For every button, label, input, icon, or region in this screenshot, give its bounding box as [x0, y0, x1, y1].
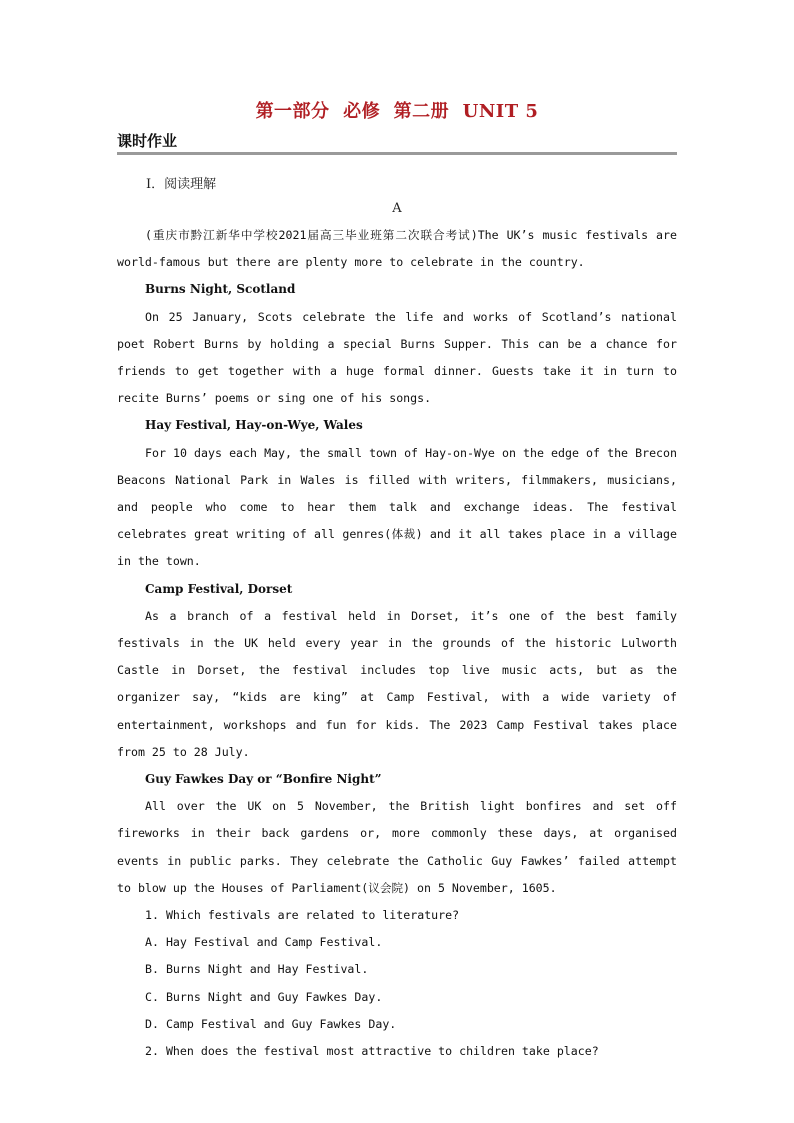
header-divider — [117, 152, 677, 155]
answer-option-a: A. Hay Festival and Camp Festival. — [145, 935, 383, 950]
passage-letter: A — [392, 201, 402, 216]
question-stem: 1. Which festivals are related to literature? — [145, 908, 460, 923]
section-title-burns-night: Burns Night, Scotland — [145, 282, 296, 297]
section-title-guy-fawkes: Guy Fawkes Day or “Bonfire Night” — [145, 772, 382, 787]
passage-intro: (重庆市黔江新华中学校2021届高三毕业班第二次联合考试)The UK’s music festivals are world-famous but there are plenty more to celebrate in the country. — [117, 228, 677, 270]
section-text-hay-festival: For 10 days each May, the small town of Hay-on-Wye on the edge of the Brecon Beacons National Park in Wales is filled with writers, filmmakers, musicians, and people who come to hear them talk and exchange ideas. The festival celebrates great writing of all genres(体裁) and it all takes place in a village in the town. — [117, 445, 677, 569]
section-text-burns-night: On 25 January, Scots celebrate the life and works of Scotland’s national poet Robert Burns by holding a special Burns Supper. This can be a chance for friends to get together with a huge formal dinner. Guests take it in turn to recite Burns’ poems or sing one of his songs. — [117, 309, 677, 406]
answer-option-d: D. Camp Festival and Guy Fawkes Day. — [145, 1016, 397, 1031]
page-title: 第一部分 必修 第二册 UNIT 5 — [255, 101, 539, 122]
answer-option-b: B. Burns Night and Hay Festival. — [145, 962, 369, 977]
section-text-guy-fawkes: All over the UK on 5 November, the British light bonfires and set off fireworks in their back gardens or, more commonly these days, at organised events in public parks. They celebrate the Catholic Guy Fawkes’ failed attempt to blow up the Houses of Parliament(议会院) on 5 November, 1605. — [117, 799, 677, 895]
answer-option-c: C. Burns Night and Guy Fawkes Day. — [145, 989, 383, 1004]
section-title-hay-festival: Hay Festival, Hay-on-Wye, Wales — [145, 418, 363, 433]
section-text-camp-festival: As a branch of a festival held in Dorset, it’s one of the best family festivals in the UK held every year in the grounds of the historic Lulworth Castle in Dorset, the festival includes top live music acts, but as the organizer say, “kids are king” at Camp Festival, with a wide variety of entertainment, workshops and fun for kids. The 2023 Camp Festival takes place from 25 to 28 July. — [117, 608, 677, 759]
part-heading: Ⅰ．阅读理解 — [146, 177, 217, 192]
section-label: 课时作业 — [117, 132, 178, 150]
passage-body — [117, 222, 677, 1065]
question-stem: 2. When does the festival most attractive to children take place? — [145, 1044, 599, 1059]
section-title-camp-festival: Camp Festival, Dorset — [145, 581, 293, 596]
